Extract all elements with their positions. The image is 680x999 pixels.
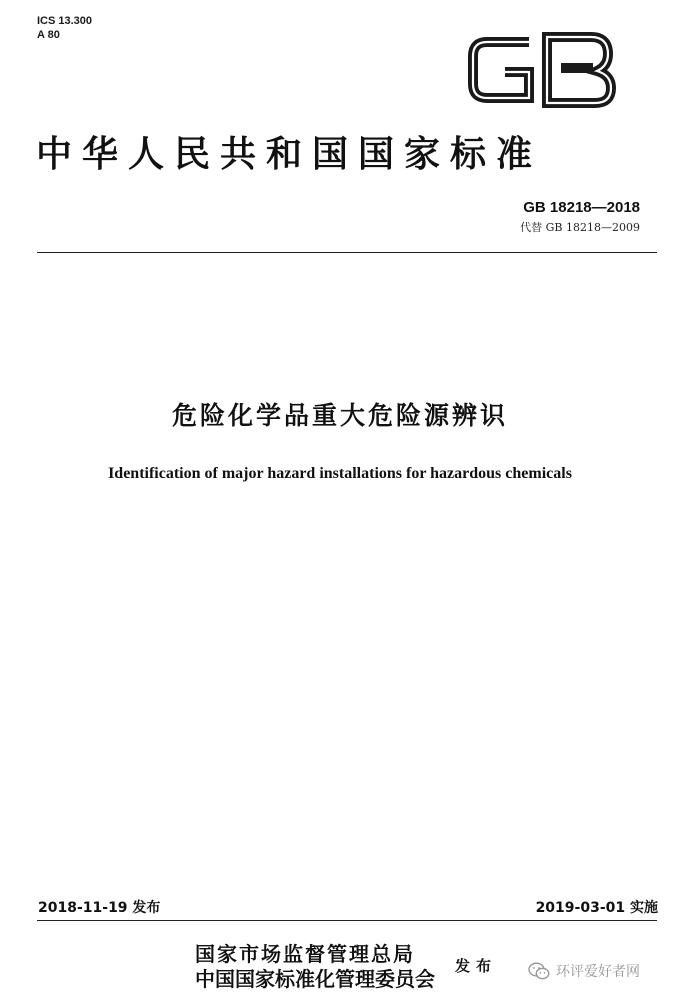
national-standard-title: 中华人民共和国国家标准 [36,134,543,175]
replaces-standard: 代替 GB 18218—2009 [520,221,640,234]
standard-code: GB 18218—2018 [523,199,640,216]
issue-date: 2018-11-19 发布 [38,900,161,916]
document-title-chinese: 危险化学品重大危险源辨识 [171,401,508,430]
top-divider [37,252,657,253]
publish-label: 发布 [455,957,498,975]
wechat-icon [528,962,550,980]
ccs-code: A 80 [37,29,60,41]
publisher-sac: 中国国家标准化管理委员会 [195,967,435,991]
publisher-samr: 国家市场监督管理总局 [195,942,415,966]
classification-codes [37,14,92,42]
gb-logo [465,28,620,110]
implementation-date: 2019-03-01 实施 [535,900,658,916]
watermark [528,961,640,981]
document-title-english: Identification of major hazard installations for hazardous chemicals [108,465,572,482]
publishers [195,942,435,992]
ics-code: ICS 13.300 [37,15,93,27]
bottom-divider [37,920,657,921]
gb-logo-text: GB [542,108,544,109]
watermark-text: 环评爱好者网 [556,964,640,980]
